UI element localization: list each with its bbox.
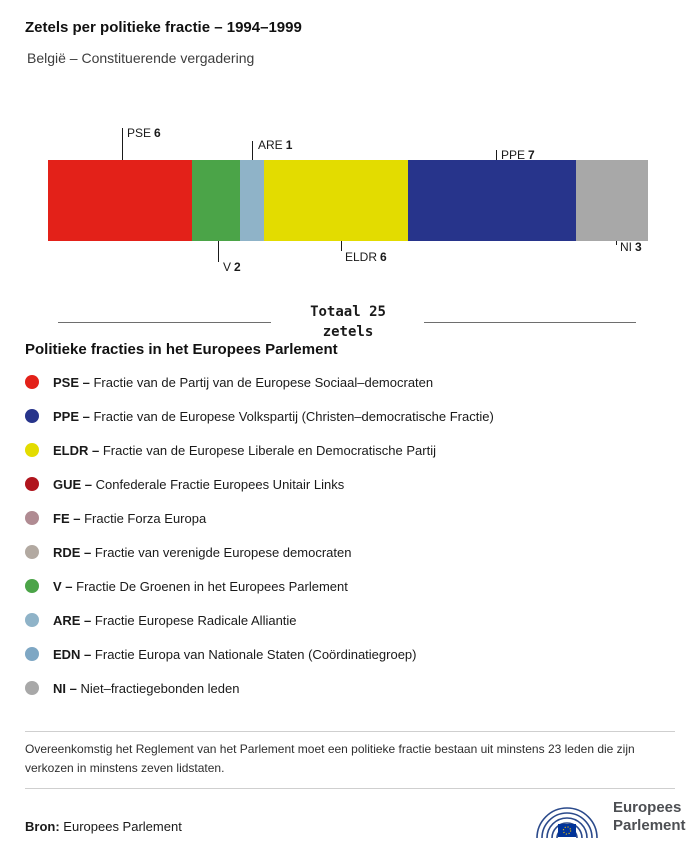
legend-item-gue <box>25 467 680 501</box>
total-divider-left <box>58 322 271 323</box>
logo-text-line2: Parlement <box>613 817 686 834</box>
total-seats-label <box>262 302 434 342</box>
legend-dot-eldr <box>25 443 39 457</box>
seat-segment-v <box>192 160 240 241</box>
bar-label-pse-abbr: PSE <box>127 126 152 140</box>
bar-label-eldr <box>345 250 387 264</box>
legend-text-ni: NI – Niet–fractiegebonden leden <box>53 680 240 696</box>
logo-text <box>613 799 686 835</box>
total-seats-line2: zetels <box>322 324 374 340</box>
legend-text-eldr: ELDR – Fractie van de Europese Liberale en Democratische Partij <box>53 442 436 458</box>
eu-flag-icon <box>558 824 576 837</box>
leader-line-ni <box>616 241 617 245</box>
legend-item-rde <box>25 535 680 569</box>
seat-segment-ni <box>576 160 648 241</box>
legend-item-fe <box>25 501 680 535</box>
source-label: Bron: <box>25 819 60 834</box>
seat-segment-eldr <box>264 160 408 241</box>
bar-label-pse <box>127 126 161 140</box>
bar-label-eldr-abbr: ELDR <box>345 250 378 264</box>
bar-label-are-seats: 1 <box>285 138 293 152</box>
bar-label-v <box>223 260 241 274</box>
seat-bar <box>48 160 648 241</box>
bar-label-ppe <box>501 148 535 162</box>
legend-dot-are <box>25 613 39 627</box>
bar-label-ppe-abbr: PPE <box>501 148 526 162</box>
legend-text-edn: EDN – Fractie Europa van Nationale Staten (Coördinatiegroep) <box>53 646 417 662</box>
legend-dot-gue <box>25 477 39 491</box>
legend-text-gue: GUE – Confederale Fractie Europees Unitair Links <box>53 476 345 492</box>
leader-line-ppe <box>496 150 497 160</box>
source-line <box>25 819 182 834</box>
legend-dot-edn <box>25 647 39 661</box>
logo-text-line1: Europees <box>613 799 682 816</box>
hemicycle-logo-icon <box>530 794 604 840</box>
legend-dot-ni <box>25 681 39 695</box>
legend-text-rde: RDE – Fractie van verenigde Europese democraten <box>53 544 352 560</box>
bar-label-ni-seats: 3 <box>635 240 642 254</box>
european-parliament-logo <box>530 794 686 840</box>
legend-text-ppe: PPE – Fractie van de Europese Volkspartij (Christen–democratische Fractie) <box>53 408 494 424</box>
legend-dot-ppe <box>25 409 39 423</box>
seat-segment-are <box>240 160 264 241</box>
legend-item-eldr <box>25 433 680 467</box>
bar-label-ni-abbr: NI <box>620 240 632 254</box>
bar-label-are-abbr: ARE <box>258 138 283 152</box>
legend-item-edn <box>25 637 680 671</box>
legend-text-are: ARE – Fractie Europese Radicale Alliantie <box>53 612 297 628</box>
legend-text-pse: PSE – Fractie van de Partij van de Europese Sociaal–democraten <box>53 374 434 390</box>
legend-dot-v <box>25 579 39 593</box>
page-title: Zetels per politieke fractie – 1994–1999 <box>25 19 302 36</box>
legend-title: Politieke fracties in het Europees Parlement <box>25 341 338 358</box>
bar-label-ni <box>620 240 642 254</box>
bar-label-eldr-seats: 6 <box>380 250 387 264</box>
legend-item-v <box>25 569 680 603</box>
leader-line-v <box>218 241 219 262</box>
leader-line-eldr <box>341 241 342 251</box>
legend-item-ppe <box>25 399 680 433</box>
bar-label-ppe-seats: 7 <box>528 148 535 162</box>
leader-line-pse <box>122 128 123 160</box>
legend-list <box>25 365 680 705</box>
footnote-divider <box>25 731 675 732</box>
leader-line-are <box>252 141 253 160</box>
legend-item-are <box>25 603 680 637</box>
footer-divider <box>25 788 675 789</box>
legend-text-v: V – Fractie De Groenen in het Europees Parlement <box>53 578 348 594</box>
legend-item-ni <box>25 671 680 705</box>
seat-segment-ppe <box>408 160 576 241</box>
legend-dot-fe <box>25 511 39 525</box>
bar-label-v-seats: 2 <box>234 260 241 274</box>
legend-text-fe: FE – Fractie Forza Europa <box>53 510 207 526</box>
bar-label-are <box>258 138 292 152</box>
page-subtitle: België – Constituerende vergadering <box>27 50 255 66</box>
total-divider-right <box>424 322 636 323</box>
bar-label-v-abbr: V <box>223 260 232 274</box>
legend-item-pse <box>25 365 680 399</box>
source-value: Europees Parlement <box>63 819 182 834</box>
footnote-text: Overeenkomstig het Reglement van het Parlement moet een politieke fractie bestaan uit minstens 23 leden die zijn verkozen in minstens zeven lidstaten. <box>25 742 635 775</box>
legend-dot-pse <box>25 375 39 389</box>
seat-segment-pse <box>48 160 192 241</box>
bar-label-pse-seats: 6 <box>154 126 161 140</box>
legend-dot-rde <box>25 545 39 559</box>
total-seats-line1: Totaal 25 <box>310 304 386 320</box>
